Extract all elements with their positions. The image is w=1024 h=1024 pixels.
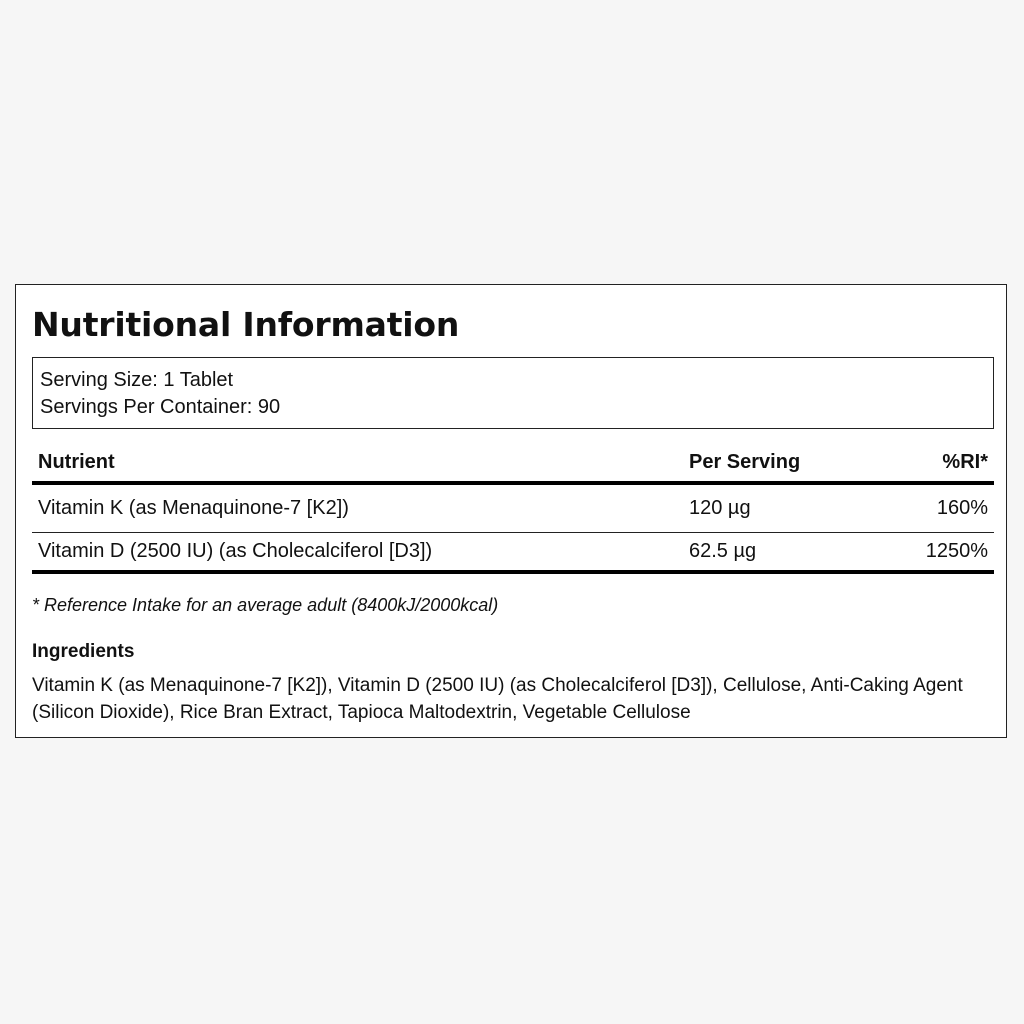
header-per-serving: Per Serving [689, 450, 801, 473]
nutrition-panel [15, 284, 1007, 738]
ingredients-text: Vitamin K (as Menaquinone-7 [K2]), Vitamin D (2500 IU) (as Cholecalciferol [D3]), Cellulose, Anti-Caking Agent (Silicon Dioxide), Rice Bran Extract, Tapioca Maltodextrin, Vegetable Cellulose [32, 675, 963, 723]
table-row [32, 533, 994, 574]
servings-per-container: Servings Per Container: 90 [40, 396, 281, 418]
row-ri: 160% [936, 497, 988, 519]
header-ri: %RI* [942, 450, 988, 473]
serving-info-box [32, 357, 994, 429]
panel-title: Nutritional Information [32, 305, 460, 344]
row-ri: 1250% [925, 540, 988, 562]
table-row [32, 485, 994, 533]
ingredients-heading: Ingredients [32, 641, 135, 662]
row-per-serving: 62.5 µg [689, 540, 757, 562]
row-nutrient: Vitamin D (2500 IU) (as Cholecalciferol [D3]) [38, 540, 433, 562]
table-header-row [32, 443, 994, 485]
header-nutrient: Nutrient [38, 450, 115, 473]
row-nutrient: Vitamin K (as Menaquinone-7 [K2]) [38, 497, 349, 519]
serving-size: Serving Size: 1 Tablet [40, 369, 234, 391]
row-per-serving: 120 µg [689, 497, 751, 519]
nutrient-table [32, 443, 994, 574]
reference-intake-footnote: * Reference Intake for an average adult (8400kJ/2000kcal) [32, 595, 499, 615]
